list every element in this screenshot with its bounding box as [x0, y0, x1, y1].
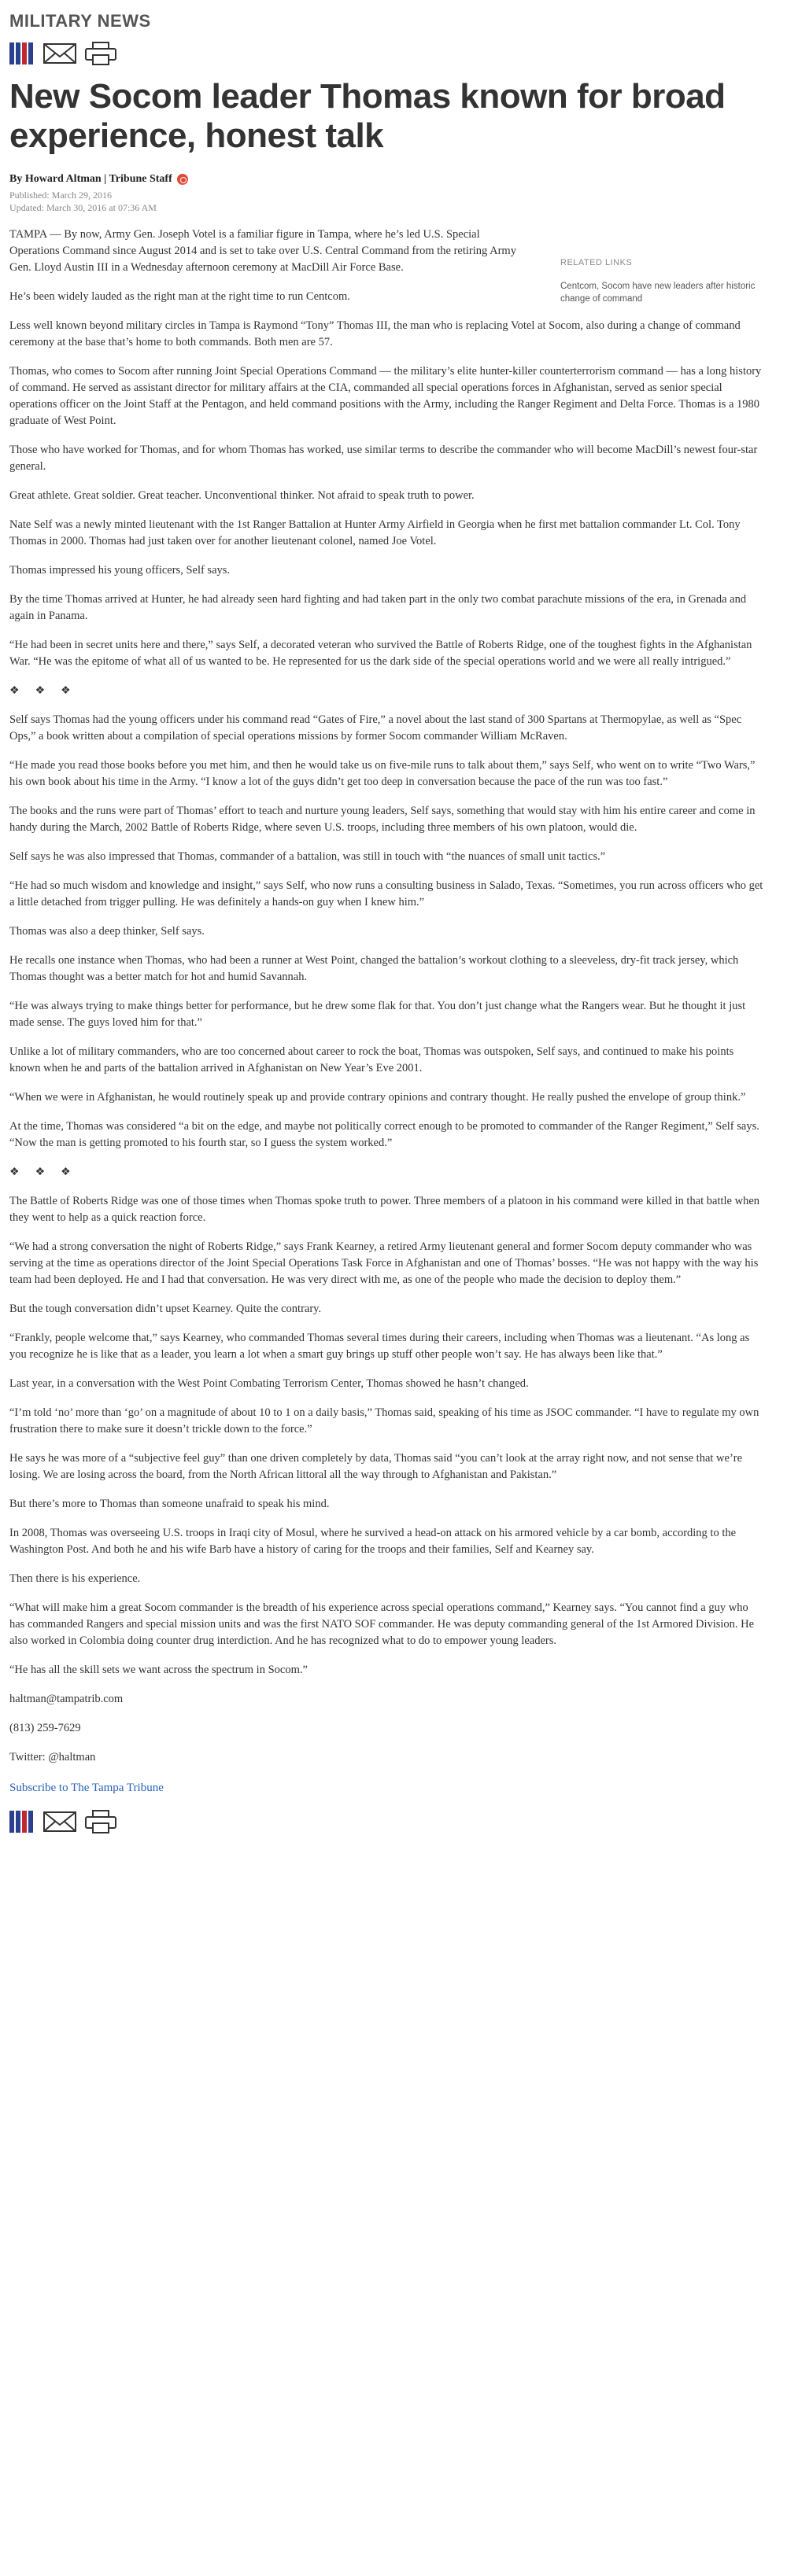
headline: New Socom leader Thomas known for broad experience, honest talk: [9, 77, 726, 155]
paragraph: “What will make him a great Socom commander is the breadth of his experience across special operations command,” Kearney says. “You cannot find a guy who has commanded Rangers and special mission units and was the first NATO SOF commander. He was deputy commanding general of the 1st Armored Division. He also worked in Colombia doing counter drug interdiction. And he has recognized what to do to empower young leaders.: [9, 1601, 755, 1647]
paragraph: Last year, in a conversation with the West Point Combating Terrorism Center, Thomas showed he hasn’t changed.: [9, 1377, 529, 1390]
print-icon[interactable]: [83, 41, 118, 66]
paragraph: He recalls one instance when Thomas, who had been a runner at West Point, changed the battalion’s workout clothing to a sleeveless, dry-fit track jersey, which Thomas thought was a better match for hot and humid Savannah.: [9, 954, 739, 983]
paragraph: Unlike a lot of military commanders, who are too concerned about career to rock the boat, Thomas was outspoken, Self says, and continued to make his points known when he and parts of the battalion arrived in Afghanistan on New Year’s Eve 2001.: [9, 1045, 734, 1074]
google-plus-icon[interactable]: [177, 174, 188, 185]
paragraph: At the time, Thomas was considered “a bit on the edge, and maybe not politically correct enough to be promoted to commander of the Ranger Regiment,” Self says. “Now the man is getting promoted to his fourth star, so I guess the system worked.”: [9, 1120, 759, 1149]
paragraph: “He has all the skill sets we want across the spectrum in Socom.”: [9, 1664, 308, 1676]
paragraph: Less well known beyond military circles in Tampa is Raymond “Tony” Thomas III, the man who is replacing Votel at Socom, also during a change of command ceremony at the base that’s home to both commands. Both men are 57.: [9, 319, 741, 348]
email-icon[interactable]: [42, 1809, 77, 1834]
author-email: haltman@tampatrib.com: [9, 1693, 124, 1705]
paragraph: The books and the runs were part of Thomas’ effort to teach and nurture young leaders, Self says, something that would stay with him his entire career and come in handy during the March, 2002 Battle of Roberts Ridge, where seven U.S. troops, including three members of his own platoon, would die.: [9, 805, 756, 834]
related-links-title: RELATED LINKS: [560, 258, 633, 267]
section-separator: [9, 683, 765, 699]
related-link[interactable]: Centcom, Socom have new leaders after historic change of command: [560, 282, 756, 304]
paragraph: “He had so much wisdom and knowledge and insight,” says Self, who now runs a consulting business in Salado, Texas. “Sometimes, you run across officers who get a little detached from trigger pulling. He was definitely a hands-on guy when I knew him.”: [9, 879, 763, 908]
share-icon[interactable]: [9, 41, 36, 66]
separator-glyph: ❖: [61, 685, 71, 697]
paragraph: Great athlete. Great soldier. Great teacher. Unconventional thinker. Not afraid to speak truth to power.: [9, 489, 475, 502]
section-separator: [9, 1164, 765, 1181]
section-label: MILITARY NEWS: [9, 11, 151, 31]
share-bar-top: [9, 39, 765, 68]
separator-glyph: ❖: [9, 1166, 20, 1178]
paragraph: He’s been widely lauded as the right man at the right time to run Centcom.: [9, 290, 350, 303]
published-date: Published: March 29, 2016: [9, 190, 112, 201]
email-icon[interactable]: [42, 41, 77, 66]
author-twitter: Twitter: @haltman: [9, 1751, 96, 1763]
paragraph: Nate Self was a newly minted lieutenant with the 1st Ranger Battalion at Hunter Army Airfield in Georgia when he first met battalion commander Lt. Col. Tony Thomas in 2000. Thomas had just taken over for another lieutenant colonel, named Joe Votel.: [9, 518, 741, 547]
separator-glyph: ❖: [35, 1166, 46, 1178]
byline: By Howard Altman | Tribune Staff: [9, 173, 172, 185]
paragraph: Self says Thomas had the young officers under his command read “Gates of Fire,” a novel about the last stand of 300 Spartans at Thermopylae, as well as “Spec Ops,” a book written about a compilation of special operations missions by former Socom commander William McRaven.: [9, 713, 742, 743]
paragraph: Thomas impressed his young officers, Self says.: [9, 564, 231, 577]
article-body: [9, 289, 765, 1795]
paragraph: “He was always trying to make things better for performance, but he drew some flak for that. You don’t just change what the Rangers wear. But he thought it just made sense. The guys loved him for that.”: [9, 1000, 746, 1029]
paragraph: Thomas was also a deep thinker, Self says.: [9, 925, 205, 938]
paragraph: But there’s more to Thomas than someone unafraid to speak his mind.: [9, 1498, 330, 1510]
print-icon[interactable]: [83, 1809, 118, 1834]
related-links: [560, 258, 757, 305]
paragraph: He says he was more of a “subjective feel guy” than one driven completely by data, Thomas said “you can’t look at the array right now, and not sense that we’re losing. We are losing across the board, from the North African littoral all the way through to Afghanistan and Pakistan.”: [9, 1452, 743, 1481]
lede-paragraph: TAMPA — By now, Army Gen. Joseph Votel is a familiar figure in Tampa, where he’s led U.S. Special Operations Command since August 2014 and is set to take over U.S. Central Command from the retiring Army Gen. Lloyd Austin III in a Wednesday afternoon ceremony at MacDill Air Force Base.: [9, 228, 516, 274]
separator-glyph: ❖: [9, 685, 20, 697]
paragraph: The Battle of Roberts Ridge was one of those times when Thomas spoke truth to power. Three members of a platoon in his command were killed in that battle when they went to help as a quick reaction force.: [9, 1195, 760, 1224]
share-icon[interactable]: [9, 1809, 36, 1834]
byline-row: [9, 173, 765, 186]
separator-glyph: ❖: [35, 685, 46, 697]
paragraph: “We had a strong conversation the night of Roberts Ridge,” says Frank Kearney, a retired Army lieutenant general and former Socom deputy commander who was serving at the time as operations director of the Joint Special Operations Task Force in Afghanistan and one of Thomas’ bosses. “He was not happy with the way his team had been deployed. He and I had that conversation. He was very direct with me, as one of the people who made the decision to deploy them.”: [9, 1240, 759, 1286]
paragraph: Self says he was also impressed that Thomas, commander of a battalion, was still in touch with “the nuances of small unit tactics.”: [9, 850, 606, 863]
paragraph: “He had been in secret units here and there,” says Self, a decorated veteran who survived the Battle of Roberts Ridge, one of the toughest fights in the Afghanistan War. “He was the epitome of what all of us wanted to be. He represented for us the dark side of the special operations world and we were all really intrigued.”: [9, 639, 752, 668]
subscribe-link[interactable]: Subscribe to The Tampa Tribune: [9, 1782, 164, 1794]
paragraph: Thomas, who comes to Socom after running Joint Special Operations Command — the military’s elite hunter-killer counterterrorism command — has a long history of command. He served as assistant director for military affairs at the CIA, commanded all special operations forces in Afghanistan, served as senior special operations officer on the Joint Staff at the Pentagon, and held command positions with the Army, including the Ranger Regiment and Delta Force. Thomas is a 1980 graduate of West Point.: [9, 365, 762, 427]
share-bar-bottom: [9, 1808, 765, 1836]
paragraph: “I’m told ‘no’ more than ‘go’ on a magnitude of about 10 to 1 on a daily basis,” Thomas said, speaking of his time as JSOC commander. “I have to regulate my own frustration there to make sure it doesn’t trickle down to the force.”: [9, 1406, 759, 1435]
paragraph: But the tough conversation didn’t upset Kearney. Quite the contrary.: [9, 1303, 322, 1315]
paragraph: “Frankly, people welcome that,” says Kearney, who commanded Thomas several times during their careers, including when Thomas was a lieutenant. “As long as you recognize he is like that as a leader, you learn a lot when a smart guy brings up stuff other people won’t say. He has always been like that.”: [9, 1332, 750, 1361]
article-page: [9, 9, 765, 1836]
separator-glyph: ❖: [61, 1166, 71, 1178]
paragraph: Then there is his experience.: [9, 1572, 141, 1585]
paragraph: By the time Thomas arrived at Hunter, he had already seen hard fighting and had taken part in the only two combat parachute missions of the era, in Grenada and again in Panama.: [9, 593, 747, 622]
paragraph: Those who have worked for Thomas, and for whom Thomas has worked, use similar terms to describe the commander who will become MacDill’s newest four-star general.: [9, 444, 758, 473]
updated-date: Updated: March 30, 2016 at 07:36 AM: [9, 202, 157, 213]
paragraph: In 2008, Thomas was overseeing U.S. troops in Iraqi city of Mosul, where he survived a head-on attack on his armored vehicle by a car bomb, according to the Washington Post. And both he and his wife Barb have a history of caring for the troops and their families, Self and Kearney say.: [9, 1527, 737, 1556]
author-phone: (813) 259-7629: [9, 1722, 81, 1734]
paragraph: “When we were in Afghanistan, he would routinely speak up and provide contrary opinions and contrary thought. He really pushed the envelope of group think.”: [9, 1091, 746, 1104]
paragraph: “He made you read those books before you met him, and then he would take us on five-mile runs to talk about them,” says Self, who went on to write “Two Wars,” his own book about his time in the Army. “I know a lot of the guys didn’t get too deep in conversation because the pace of the run was too fast.”: [9, 759, 756, 788]
